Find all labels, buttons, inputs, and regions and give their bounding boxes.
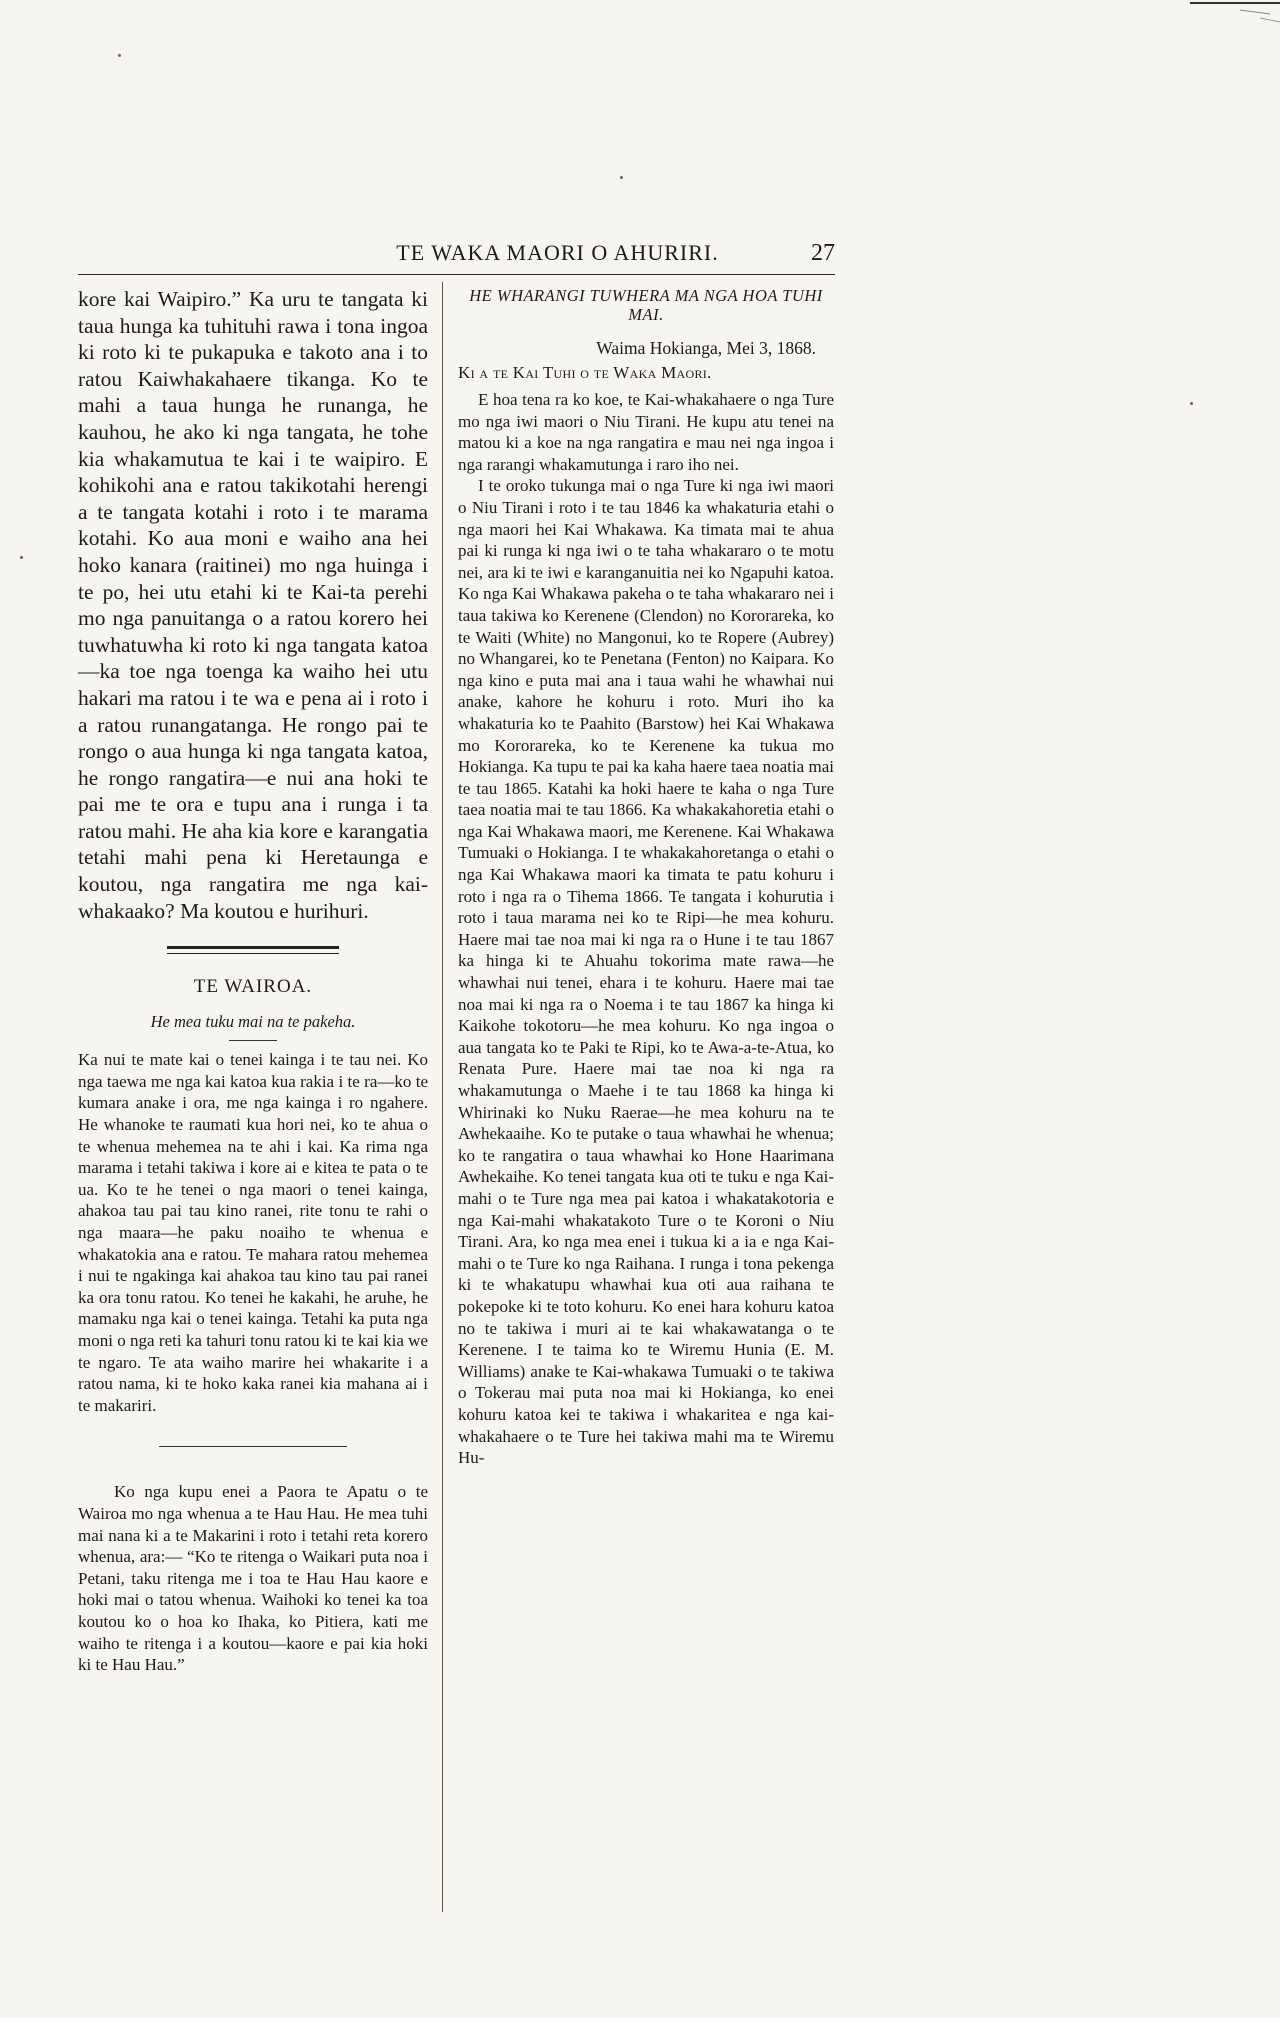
speck [118,54,121,57]
letter-address: Ki a te Kai Tuhi o te Waka Maori. [458,363,712,382]
page-number: 27 [811,240,835,266]
right-column [458,286,834,1469]
paora-letter-paragraph: Ko nga kupu enei a Paora te Apatu o te Wairoa mo nga whenua a te Hau Hau. He mea tuhi mai nana ki a te Makarini i roto i tetahi reta korero whenua, ara:— “Ko te ritenga o Waikari puta noa i Petani, taku ritenga me i toa te Hau Hau kaore e hoki mai o tatou whenua. Waihoki ko tenei ka toa koutou ko o hoa ko Ihaka, ko Pitiera, kati me waiho te ritenga i a koutou—kaore e pai kia hoki ki te Hau Hau.” [78,1482,428,1675]
wairoa-paragraph: Ka nui te mate kai o tenei kainga i te tau nei. Ko nga taewa me nga kai katoa kua rakia i te ra—ko te kumara anake i ora, me nga kainga i ro ngahere. He whanoke te raumati kua hori nei, ko te ahua o te whenua mehemea na te ahi i kai. Ka rima nga marama i tetahi takiwa i kore ai e kitea te pata o te ua. Ko te he tenei o nga maori o tenei kainga, ahakoa tau pai tau kino ranei, rite tonu te rahi o nga maara—he paku noaiho te whenua e whakatokia ana e ratou. Te mahara ratou mehemea i nui te ngakinga kai ahakoa tau kino tau pai ranei ka ora tonu ratou. Ko tenei he kakahi, he aruhe, he mamaku nga kai o tenei kainga. Tetahi ka puta nga moni o nga reti ka tahuri tonu ratou ki te kai kia we te ngaro. Te ata waiho marire hei whakarite i a ratou nama, ki te hoko kaka ranei kia mahana ai i te makariri. [78,1050,428,1415]
speck [620,176,623,179]
section-separator [167,946,339,954]
letter-dateline: Waima Hokianga, Mei 3, 1868. [596,338,816,358]
header-rule [78,274,835,275]
letters-heading: HE WHARANGI TUWHERA MA NGA HOA TUHI MAI. [469,286,823,324]
column-divider [442,282,443,1912]
section-subtitle: He mea tuku mai na te pakeha. [150,1012,356,1032]
paragraph-separator [159,1446,347,1447]
scan-edge-mark [1190,0,1280,50]
section-heading: TE WAIROA. [193,976,313,998]
speck [20,556,23,559]
letter-paragraph-1: E hoa tena ra ko koe, te Kai-whakahaere o nga Ture mo nga iwi maori o Niu Tirani. He kupu atu tenei na matou ki a koe na nga rangatira e mau nei nga ingoa i nga rarangi whakamutunga i raro iho nei. [458,390,834,474]
letter-paragraph-2: I te oroko tukunga mai o nga Ture ki nga iwi maori o Niu Tirani i roto i te tau 1846 ka whakaturia etahi o nga maori hei Kai Whakawa. Ka timata mai te ahua pai ki runga ki nga iwi o te taha whakararo o te motu nei, ara ki te iwi e karanganuitia nei ko Ngapuhi katoa. Ko nga Kai Whakawa pakeha o te taha whakararo nei i taua takiwa ko Kerenene (Clendon) no Kororareka, ko te Waiti (White) no Mangonui, ko te Ropere (Aubrey) no Whangarei, ko te Penetana (Fenton) no Kaipara. Ko nga kino e puta mai ana i taua wahi he whawhai nui anake, kahore he kohuru i roto. Muri iho ka whakaturia ko te Paahito (Barstow) hei Kai Whakawa mo Kororareka, ko te Kerenene ka tukua mo Hokianga. Ka tupu te pai ka kaha haere taea noatia mai te tau 1865. Katahi ka hoki haere te kaha o nga Ture taea noatia mai te tau 1866. Ka whakakahoretia etahi o nga Kai Whakawa maori, me Kerenene. Kai Whakawa Tumuaki o Hokianga. I te whakakahoretanga o etahi o nga Kai Whakawa maori ka timata te patu kohuru i roto i nga ra o Tihema 1866. Te tangata i kohurutia i roto i taua marama nei ko te Ripi—he mea kohuru. Haere mai tae noa mai ki nga ra o Hune i te tau 1867 ka hinga ki te Ahuahu tokorima mate rawa—he whawhai nui tenei, ehara i te kohuru. Haere mai tae noa mai ki nga ra o Noema i te tau 1867 ka hinga ki Kaikohe tokotoru—he mea kohuru. Ko nga ingoa o aua tangata ko te Paki te Ripi, ko te Awa-a-te-Atua, ko Renata Pure. Haere mai tae noa ki nga ra whakamutunga o Maehe i te tau 1868 ka hinga ki Whirinaki ko Nuku Raerae—he mea kohuru na te Awhekaaihe. Ko te putake o taua whawhai he whenua; ko te rangatira o taua whawhai ko Hone Haarimana Awhekaihe. Ko tenei tangata kua oti te tuku e nga Kai-mahi o te Ture nga mea pai katoa i whakatakotoria e nga Kai-mahi whakatakoto Ture o te Koroni o Niu Tirani. Ara, ko nga mea enei i tukua ki a ia e nga Kai-mahi o te Ture ko nga Raihana. I runga i tona pekenga ki te whakatupu whawhai kua oti aua raihana te pokepoke ki te toto kohuru. Ko enei hara kohuru katoa no te takiwa i muri ai te kai whakawatanga o te Kerenene. I te taima ko te Wiremu Hunia (E. M. Williams) anake te Kai-whakawa Tumuaki o te takiwa o Tokerau mai puta noa mai ki Hokianga, ko enei kohuru katoa kei te takiwa i whakaritea e nga kai-whakahaere o te Ture hei takiwa mahi ma te Wiremu Hu- [458,476,834,1468]
speck [1190,402,1193,405]
short-rule [229,1040,277,1041]
left-column [78,286,428,1676]
article-continuation-paragraph: kore kai Waipiro.” Ka uru te tangata ki taua hunga ka tuhituhi rawa i tona ingoa ki roto ki te pukapuka e takoto ana i to ratou Kaiwhakahaere tikanga. Ko te mahi a taua hunga he runanga, he kauhou, he ako ki nga tangata, he tohe kia whakamutua te kai i te waipiro. E kohikohi ana e ratou takikotahi herengi a te tangata kotahi i roto i te marama kotahi. Ko aua moni e waiho ana hei hoko kanara (raitinei) mo nga huinga i te po, hei utu etahi ki te Kai-ta perehi mo nga panuitanga o a ratou korero hei tuwhatuwha ki roto ki nga tangata katoa—ka toe nga toenga ka waiho hei utu hakari ma ratou i te wa e pena ai i roto i a ratou runangatanga. He rongo pai te rongo o aua hunga ki nga tangata katoa, he rongo rangatira—e nui ana hoki te pai me te ora e tupu ana i runga i ta ratou mahi. He aha kia kore e karangatia tetahi mahi pena ki Heretaunga e koutou, nga rangatira me nga kai-whakaako? Ma koutou e hurihuri. [78,287,428,923]
running-header [280,240,835,270]
newspaper-title: TE WAKA MAORI O AHURIRI. [396,240,719,265]
